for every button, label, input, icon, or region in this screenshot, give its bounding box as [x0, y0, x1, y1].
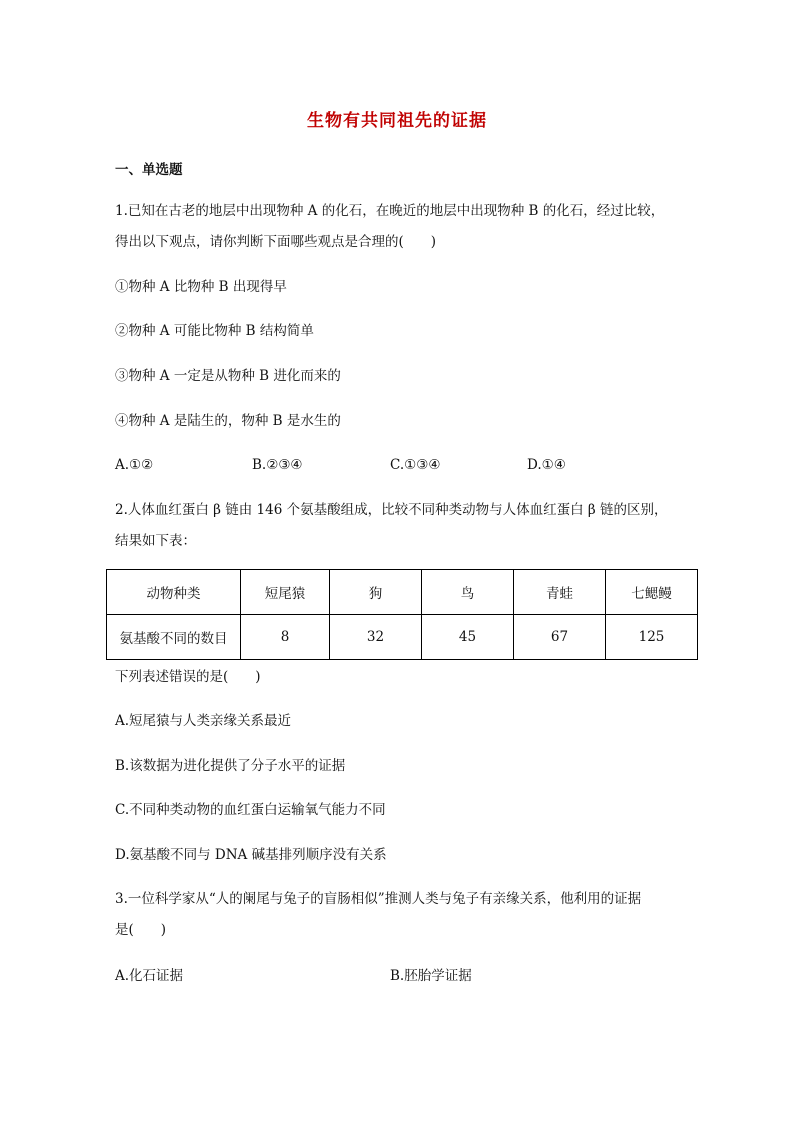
q1-point-3: ③物种 A 一定是从物种 B 进化而来的 [115, 368, 341, 384]
table-cell: 青蛙 [514, 570, 606, 615]
q1-point-4: ④物种 A 是陆生的，物种 B 是水生的 [115, 413, 341, 429]
table-cell: 狗 [330, 570, 422, 615]
table-row [107, 615, 698, 660]
q3-option-a: A.化石证据 [115, 968, 184, 984]
section-heading: 一、单选题 [115, 162, 183, 178]
q2-option-b: B.该数据为进化提供了分子水平的证据 [115, 758, 346, 774]
q1-option-c: C.①③④ [390, 457, 441, 473]
table-cell: 动物种类 [107, 570, 241, 615]
document-title: 生物有共同祖先的证据 [307, 111, 487, 131]
q3-option-b: B.胚胎学证据 [390, 968, 472, 984]
table-cell: 45 [422, 615, 514, 660]
table-cell: 氨基酸不同的数目 [107, 615, 241, 660]
q1-stem-line1: 1.已知在古老的地层中出现物种 A 的化石，在晚近的地层中出现物种 B 的化石，经过比较， [115, 203, 665, 219]
q2-question: 下列表述错误的是( ) [115, 669, 261, 685]
table-cell: 七鳃鳗 [606, 570, 698, 615]
q3-stem-line2: 是( ) [115, 922, 167, 938]
q3-stem-line1: 3.一位科学家从“人的阑尾与兔子的盲肠相似”推测人类与兔子有亲缘关系，他利用的证据 [115, 891, 642, 907]
table-cell: 67 [514, 615, 606, 660]
q2-option-a: A.短尾猿与人类亲缘关系最近 [115, 713, 292, 729]
table-header-row [107, 570, 698, 615]
table-cell: 8 [241, 615, 330, 660]
q1-point-1: ①物种 A 比物种 B 出现得早 [115, 279, 287, 295]
q1-stem-line2: 得出以下观点，请你判断下面哪些观点是合理的( ) [115, 234, 437, 250]
q2-stem-line1: 2.人体血红蛋白 β 链由 146 个氨基酸组成，比较不同种类动物与人体血红蛋白 β 链的区别， [115, 502, 668, 518]
q2-stem-line2: 结果如下表： [115, 533, 196, 549]
table-cell: 125 [606, 615, 698, 660]
table-cell: 短尾猿 [241, 570, 330, 615]
amino-acid-table [106, 569, 698, 660]
q1-point-2: ②物种 A 可能比物种 B 结构简单 [115, 323, 314, 339]
table-cell: 鸟 [422, 570, 514, 615]
q1-option-a: A.①② [115, 457, 154, 473]
q1-option-b: B.②③④ [252, 457, 303, 473]
q2-option-c: C.不同种类动物的血红蛋白运输氧气能力不同 [115, 802, 386, 818]
table-cell: 32 [330, 615, 422, 660]
q1-option-d: D.①④ [527, 457, 566, 473]
q2-option-d: D.氨基酸不同与 DNA 碱基排列顺序没有关系 [115, 847, 387, 863]
